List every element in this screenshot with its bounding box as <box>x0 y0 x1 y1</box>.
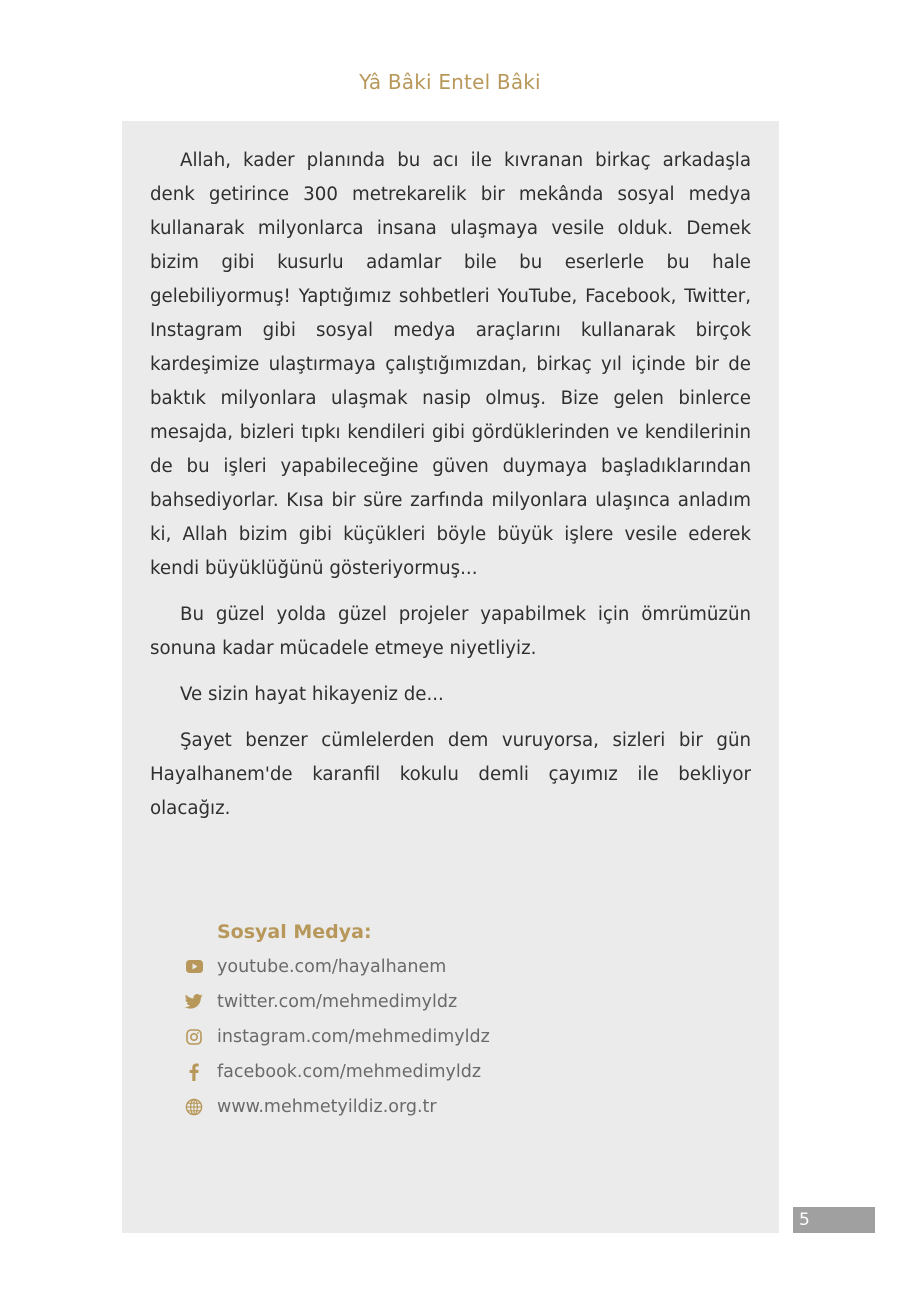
content-panel <box>122 121 779 1233</box>
running-header: Yâ Bâki Entel Bâki <box>359 70 541 94</box>
paragraph-1: Allah, kader planında bu acı ile kıvranan birkaç arkadaşla denk getirince 300 metrekarelik bir mekânda sosyal medya kullanarak milyonlarca insana ulaşmaya vesile olduk. Demek bizim gibi kusurlu adamlar bile bu eserlerle bu hale gelebiliyormuş! Yaptığımız sohbetleri YouTube, Facebook, Twitter, Instagram gibi sosyal medya araçlarını kullanarak birçok kardeşimize ulaştırmaya çalıştığımızdan, birkaç yıl içinde bir de baktık milyonlara ulaşmak nasip olmuş. Bize gelen binlerce mesajda, bizleri tıpkı kendileri gibi gördüklerinden ve kendilerinin de bu işleri yapabileceğine güven duymaya başladıklarından bahsediyorlar. Kısa bir süre zarfında milyonlara ulaşınca anladım ki, Allah bizim gibi küçükleri böyle büyük işlere vesile ederek kendi büyüklüğünü gösteriyormuş... <box>150 150 751 579</box>
instagram-link[interactable]: instagram.com/mehmedimyldz <box>217 1026 490 1047</box>
paragraph-2: Bu güzel yolda güzel projeler yapabilmek için ömrümüzün sonuna kadar mücadele etmeye niyetliyiz. <box>150 604 751 659</box>
social-item-twitter[interactable] <box>184 984 490 1019</box>
social-item-instagram[interactable] <box>184 1019 490 1054</box>
twitter-link[interactable]: twitter.com/mehmedimyldz <box>217 991 458 1012</box>
body-text <box>150 144 751 838</box>
paragraph-4: Şayet benzer cümlelerden dem vuruyorsa, sizleri bir gün Hayalhanem'de karanfil kokulu demli çayımız ile bekliyor olacağız. <box>150 730 751 819</box>
twitter-icon <box>184 992 204 1012</box>
facebook-link[interactable]: facebook.com/mehmedimyldz <box>217 1061 482 1082</box>
social-item-website[interactable] <box>184 1089 490 1124</box>
facebook-icon <box>184 1062 204 1082</box>
website-link[interactable]: www.mehmetyildiz.org.tr <box>217 1096 437 1117</box>
social-item-youtube[interactable] <box>184 949 490 984</box>
paragraph-3: Ve sizin hayat hikayeniz de... <box>180 684 444 705</box>
social-item-facebook[interactable] <box>184 1054 490 1089</box>
youtube-icon <box>184 957 204 977</box>
social-media-section <box>184 921 490 1124</box>
social-media-title: Sosyal Medya: <box>217 921 372 943</box>
instagram-icon <box>184 1027 204 1047</box>
youtube-link[interactable]: youtube.com/hayalhanem <box>217 956 447 977</box>
globe-icon <box>184 1097 204 1117</box>
page-number: 5 <box>793 1207 875 1233</box>
